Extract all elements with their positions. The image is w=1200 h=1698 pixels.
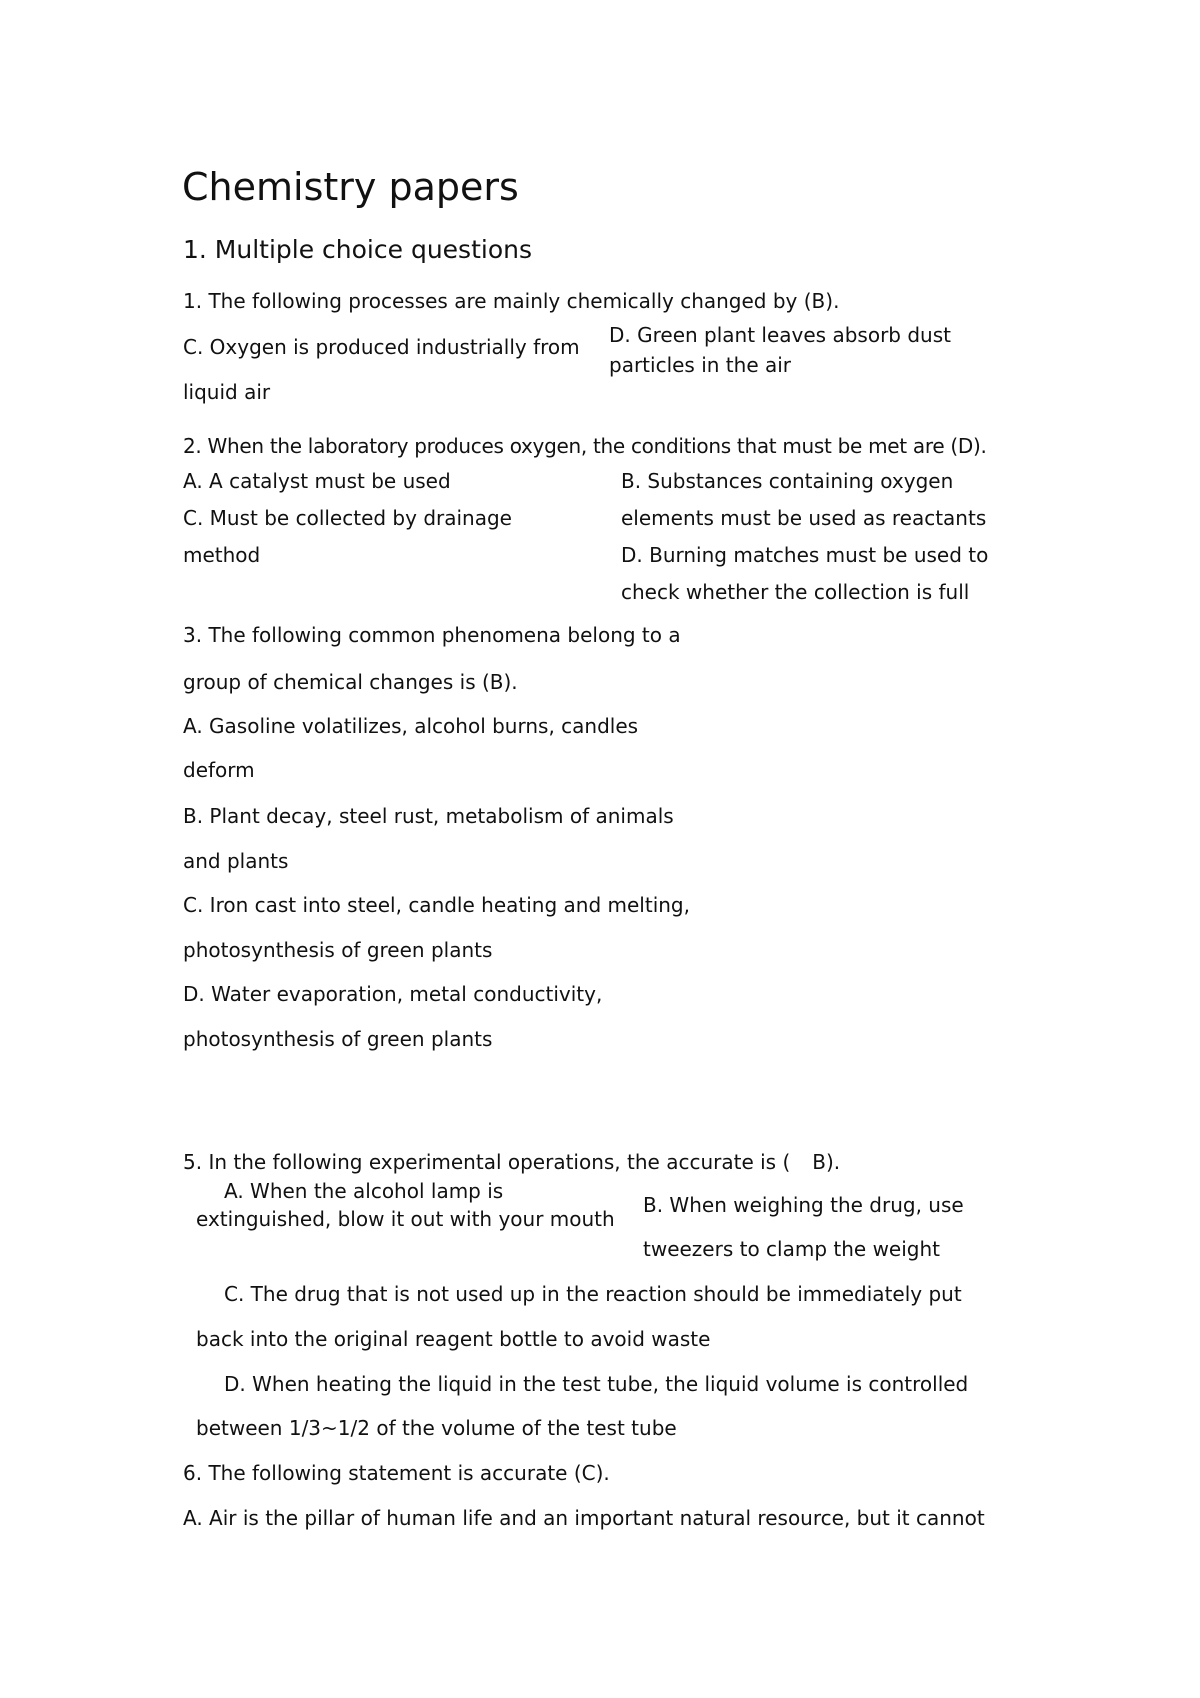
- q3-option-d-line1: D. Water evaporation, metal conductivity,: [183, 982, 603, 1006]
- q5-option-c-line2: back into the original reagent bottle to avoid waste: [196, 1327, 711, 1351]
- q3-option-d-line2: photosynthesis of green plants: [183, 1027, 493, 1051]
- q5-option-c-line1: C. The drug that is not used up in the reaction should be immediately put: [224, 1282, 962, 1306]
- q5-option-d-line1: D. When heating the liquid in the test tube, the liquid volume is controlled: [224, 1372, 969, 1396]
- q5-stem: [183, 1149, 840, 1175]
- q3-option-c-line1: C. Iron cast into steel, candle heating and melting,: [183, 893, 690, 917]
- document-title: Chemistry papers: [182, 165, 519, 209]
- q1-option-d-line1: D. Green plant leaves absorb dust: [609, 323, 951, 347]
- q5-option-b-line2: tweezers to clamp the weight: [643, 1237, 941, 1261]
- q6-stem: 6. The following statement is accurate (C).: [183, 1461, 610, 1485]
- q5-option-a-line2: extinguished, blow it out with your mouth: [196, 1207, 615, 1231]
- q1-option-d-line2: particles in the air: [609, 353, 792, 377]
- q3-option-c-line2: photosynthesis of green plants: [183, 938, 493, 962]
- q2-option-c-line2: method: [183, 543, 261, 567]
- q2-option-b-line2: elements must be used as reactants: [621, 506, 987, 530]
- q5-option-b-line1: B. When weighing the drug, use: [643, 1193, 964, 1217]
- q5-option-a-line1: A. When the alcohol lamp is: [224, 1179, 504, 1203]
- q3-option-b-line1: B. Plant decay, steel rust, metabolism of animals: [183, 804, 674, 828]
- q6-option-a-line1: A. Air is the pillar of human life and an important natural resource, but it cannot: [183, 1506, 985, 1530]
- q2-option-d-line1: D. Burning matches must be used to: [621, 543, 989, 567]
- q2-option-b-line1: B. Substances containing oxygen: [621, 469, 954, 493]
- q2-option-d-line2: check whether the collection is full: [621, 580, 970, 604]
- q3-option-b-line2: and plants: [183, 849, 289, 873]
- q3-stem-line1: 3. The following common phenomena belong to a: [183, 623, 681, 647]
- q5-stem-prefix: 5. In the following experimental operations, the accurate is (: [183, 1150, 791, 1174]
- q3-stem-line2: group of chemical changes is (B).: [183, 670, 518, 694]
- q5-option-d-line2: between 1/3~1/2 of the volume of the test tube: [196, 1416, 677, 1440]
- q1-option-c-line1: C. Oxygen is produced industrially from: [183, 335, 580, 359]
- q1-stem: 1. The following processes are mainly chemically changed by (B).: [183, 289, 840, 313]
- q3-option-a-line1: A. Gasoline volatilizes, alcohol burns, candles: [183, 714, 639, 738]
- q1-option-c-line2: liquid air: [183, 380, 271, 404]
- q2-stem: 2. When the laboratory produces oxygen, the conditions that must be met are (D).: [183, 434, 987, 458]
- q3-option-a-line2: deform: [183, 758, 255, 782]
- section-heading: 1. Multiple choice questions: [183, 235, 532, 264]
- q2-option-a: A. A catalyst must be used: [183, 469, 451, 493]
- q5-stem-answer: B).: [812, 1150, 841, 1174]
- q2-option-c-line1: C. Must be collected by drainage: [183, 506, 512, 530]
